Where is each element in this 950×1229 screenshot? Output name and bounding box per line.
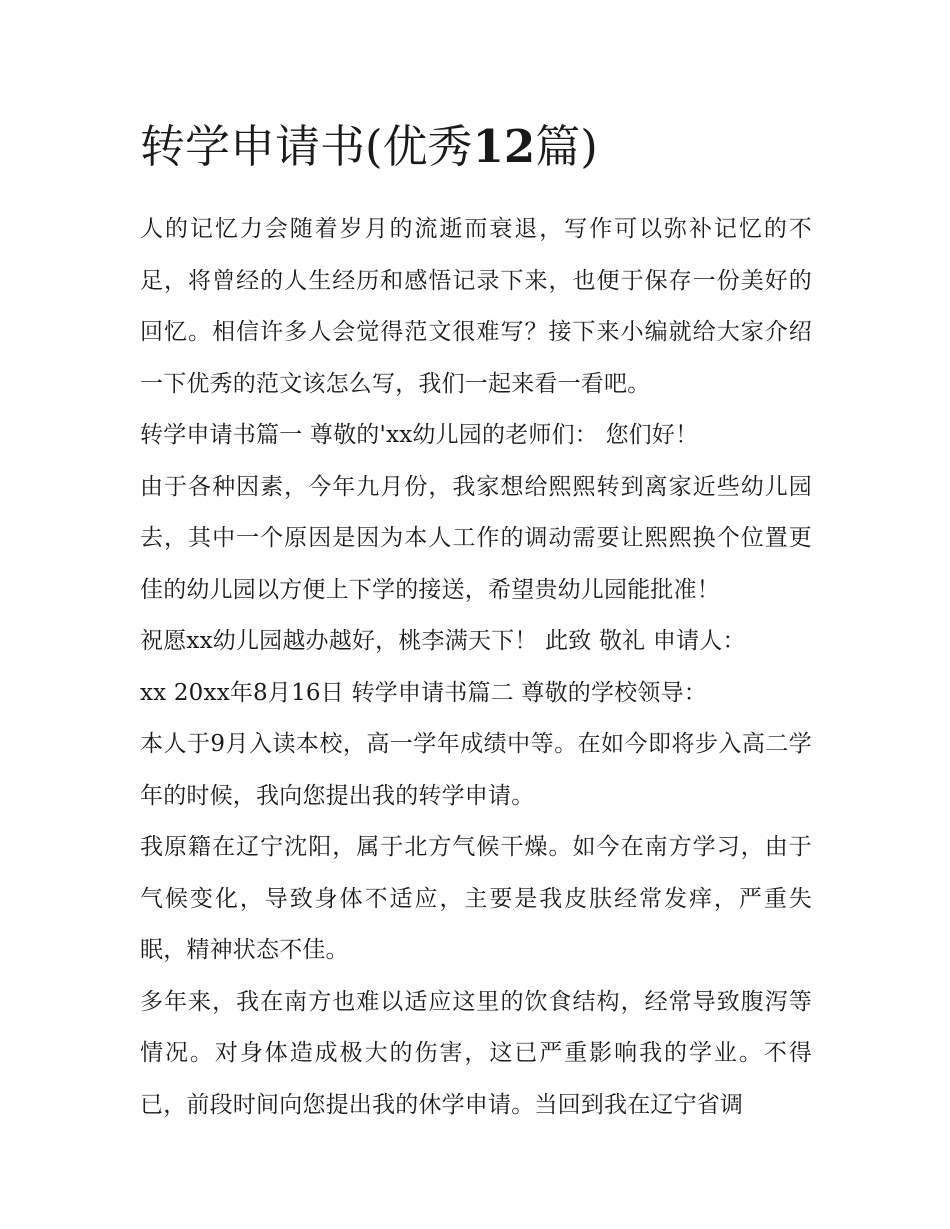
document-title: 转学申请书(优秀12篇): [140, 120, 598, 173]
paragraph-letter-two-intro: 本人于9月入读本校，高一学年成绩中等。在如今即将步入高二学年的时候，我向您提出我的转学申请。: [140, 731, 812, 809]
paragraph-intro: 人的记忆力会随着岁月的流逝而衰退，写作可以弥补记忆的不足，将曾经的人生经历和感悟记录下来，也便于保存一份美好的回忆。相信许多人会觉得范文很难写？接下来小编就给大家介绍一下优秀的范文该怎么写，我们一起来看一看吧。: [140, 216, 812, 397]
paragraph-letter-two-reason-climate: 我原籍在辽宁沈阳，属于北方气候干燥。如今在南方学习，由于气候变化，导致身体不适应，主要是我皮肤经常发痒，严重失眠，精神状态不佳。: [140, 834, 812, 963]
paragraph-letter-one-body: 由于各种因素，今年九月份，我家想给熙熙转到离家近些幼儿园去，其中一个原因是因为本人工作的调动需要让熙熙换个位置更佳的幼儿园以方便上下学的接送，希望贵幼儿园能批准！: [140, 473, 812, 603]
title-number: 12: [472, 120, 536, 173]
document-body: [140, 112, 812, 1131]
paragraph-letter-two-header: xx 20xx年8月16日 转学申请书篇二 尊敬的学校领导：: [140, 679, 707, 706]
paragraph-letter-one-greeting: 转学申请书篇一 尊敬的'xx幼儿园的老师们： 您们好！: [140, 422, 699, 448]
paragraph-letter-one-closing: 祝愿xx幼儿园越办越好，桃李满天下！ 此致 敬礼 申请人：: [140, 628, 746, 654]
paragraph-letter-two-reason-diet: 多年来，我在南方也难以适应这里的饮食结构，经常导致腹泻等情况。对身体造成极大的伤害，这已严重影响我的学业。不得已，前段时间向您提出我的休学申请。当回到我在辽宁省调: [140, 988, 812, 1118]
